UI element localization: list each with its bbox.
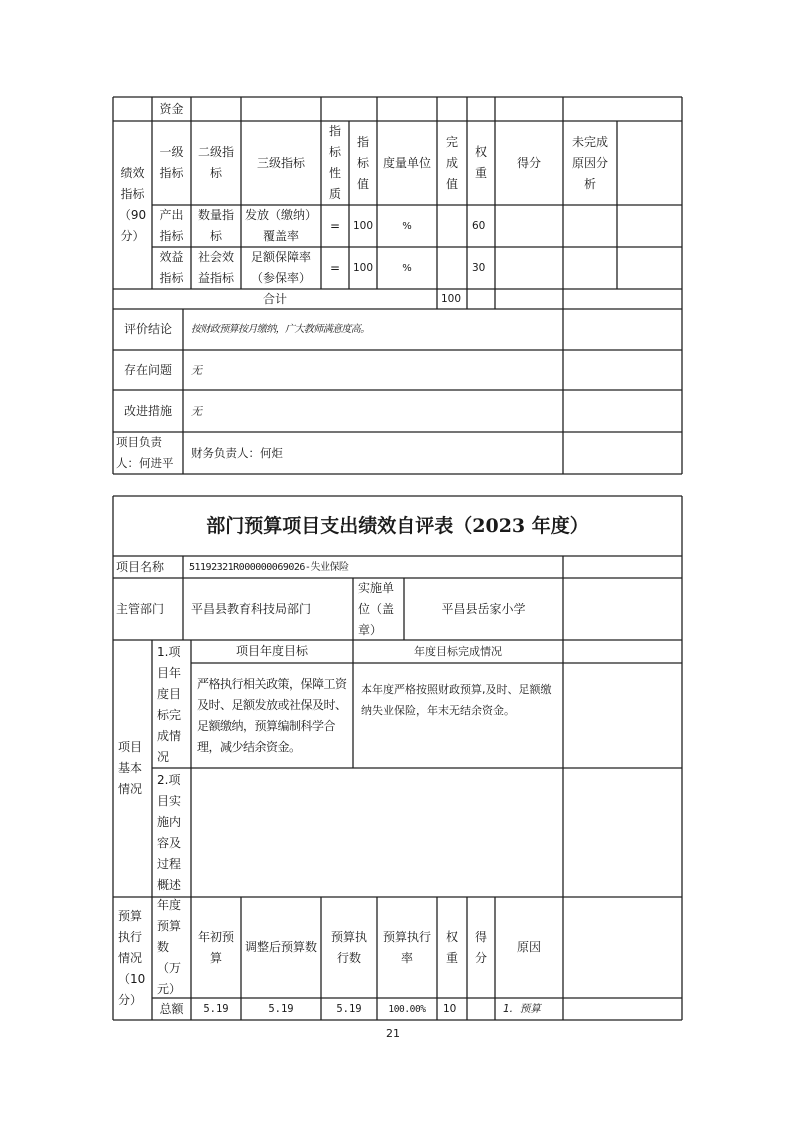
total-label: 合计 <box>262 291 287 306</box>
header-level3: 三级指标 <box>256 155 305 170</box>
row1-nature: = <box>329 218 341 233</box>
header-weight: 权重 <box>474 145 487 180</box>
problems-label: 存在问题 <box>123 362 172 377</box>
budget-adjusted-value: 5.19 <box>268 1002 294 1015</box>
row1-level1: 产出指标 <box>159 208 184 243</box>
row2-unit: % <box>402 262 412 274</box>
header-level2: 二级指标 <box>197 145 234 180</box>
budget-header-executed: 预算执行数 <box>330 929 367 965</box>
form-title: 部门预算项目支出绩效自评表（2023 年度） <box>206 514 589 537</box>
basic-sub2: 2.项目实施内容及过程概述 <box>157 772 182 892</box>
row2-level3: 足额保障率（参保率） <box>250 250 311 285</box>
row1-level3: 发放（缴纳）覆盖率 <box>245 208 318 243</box>
status-text: 本年度严格按照财政预算,及时、足额缴纳失业保险，年末无结余资金。 <box>361 683 552 717</box>
row2-weight: 30 <box>472 261 486 274</box>
finance-owner: 财务负责人：何炬 <box>191 445 283 460</box>
status-header: 年度目标完成情况 <box>414 645 502 658</box>
total-value: 100 <box>441 292 462 305</box>
improve-label: 改进措施 <box>123 403 172 418</box>
header-score: 得分 <box>516 155 541 170</box>
budget-header-score: 得分 <box>474 929 487 965</box>
budget-weight-value: 10 <box>443 1002 457 1015</box>
row2-level2: 社会效益指标 <box>197 250 234 285</box>
budget-sub: 年度预算数（万元） <box>157 898 182 996</box>
conclusion-label: 评价结论 <box>123 322 172 336</box>
row2-value: 100 <box>352 261 374 274</box>
header-nature: 指标性质 <box>328 124 341 201</box>
budget-initial-value: 5.19 <box>203 1002 229 1015</box>
improve-text: 无 <box>191 404 202 418</box>
budget-total-label: 总额 <box>159 1001 184 1016</box>
goal-header: 项目年度目标 <box>235 644 308 658</box>
budget-reason-value: 1. 预算 <box>503 1002 541 1015</box>
budget-header-weight: 权重 <box>445 929 458 965</box>
header-done: 完成值 <box>445 134 458 191</box>
row2-done <box>437 247 467 289</box>
goal-text: 严格执行相关政策，保障工资及时、足额发放或社保及时、足额缴纳，预算编制科学合理，减少结余资金。 <box>197 676 347 754</box>
row2-level1: 效益指标 <box>159 250 184 285</box>
budget-header-reason: 原因 <box>516 940 541 954</box>
row2-nature: = <box>329 260 341 275</box>
conclusion-text: 按财政预算按月缴纳，广大教师满意度高。 <box>191 324 370 335</box>
project-owner: 项目负责人：何进平 <box>116 435 174 470</box>
budget-executed-value: 5.19 <box>336 1002 362 1015</box>
unit-value: 平昌县岳家小学 <box>441 601 526 616</box>
unit-label: 实施单位（盖章） <box>358 580 395 637</box>
row1-unit: % <box>402 220 412 232</box>
budget-header-rate: 预算执行率 <box>383 929 432 965</box>
basic-sub1: 1.项目年度目标完成情况 <box>157 645 182 764</box>
header-level1: 一级指标 <box>159 145 184 180</box>
header-unit: 度量单位 <box>383 155 432 170</box>
project-name-label: 项目名称 <box>116 559 165 574</box>
budget-header-initial: 年初预算 <box>197 929 234 965</box>
row1-value: 100 <box>352 219 374 232</box>
header-value: 指标值 <box>356 134 369 191</box>
row1-done <box>437 205 467 247</box>
budget-rate-value: 100.00% <box>388 1003 426 1015</box>
basic-info-label: 项目基本情况 <box>118 740 143 796</box>
budget-header-adjusted: 调整后预算数 <box>245 940 318 954</box>
row1-level2: 数量指标 <box>197 208 234 243</box>
problems-text: 无 <box>191 363 202 377</box>
dept-value: 平昌县教育科技局部门 <box>191 601 312 616</box>
project-name-value: 51192321R000000069026-失业保险 <box>189 561 349 573</box>
funds-row-label: 资金 <box>159 101 184 116</box>
dept-label: 主管部门 <box>116 601 165 616</box>
page-number: 21 <box>386 1027 400 1040</box>
budget-score-value <box>467 998 495 1020</box>
perf-indicators-label: 绩效指标（90分） <box>118 166 147 243</box>
header-reason: 未完成原因分析 <box>571 134 608 191</box>
row1-weight: 60 <box>472 219 486 232</box>
budget-label: 预算执行情况（10分） <box>118 909 146 1007</box>
